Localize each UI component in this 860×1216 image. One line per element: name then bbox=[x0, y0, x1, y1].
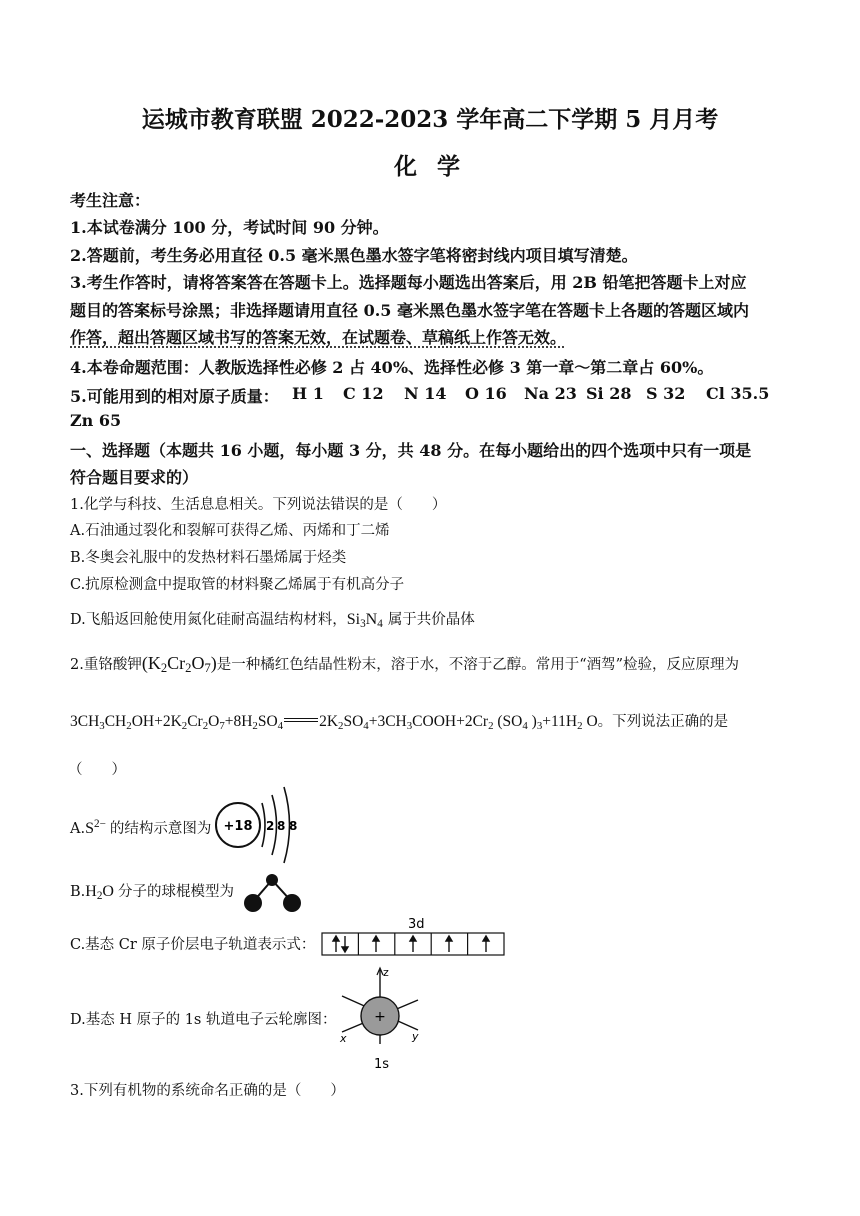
q1-stem: 1.化学与科技、生活息息相关。下列说法错误的是（ ） bbox=[70, 497, 447, 513]
si3n4-formula: $Si_3N_4$ bbox=[346, 611, 383, 630]
q2-option-a-label: A. bbox=[70, 821, 86, 837]
atomic-mass-h: H 1 bbox=[292, 384, 324, 403]
h2o-formula: $H_2O$ bbox=[85, 883, 114, 902]
ion-structure-diagram bbox=[214, 785, 304, 865]
equals-sign bbox=[284, 718, 318, 722]
q2-reaction-equation: $3CH_3CH_2OH+2K_2Cr_2O_7+8H_2SO_4$ $2K_2SO_4+3CH_3COOH+2Cr_2$ ($SO_4$ )$_3+11H_2$ O。下列说法正确的是 bbox=[70, 713, 729, 732]
q1-option-d-tail: 属于共价晶体 bbox=[387, 612, 475, 628]
q2-option-c: C.基态 Cr 原子价层电子轨道表示式： bbox=[70, 937, 316, 953]
atomic-mass-s: S 32 bbox=[646, 384, 686, 403]
atom-large-right bbox=[283, 894, 301, 912]
atomic-mass-n: N 14 bbox=[404, 384, 447, 403]
notice-item-3-line-3: 作答，超出答题区域书写的答案无效，在试题卷、草稿纸上作答无效。 bbox=[70, 328, 567, 347]
notice-item-3-line-1: 3.考生作答时，请将答案答在答题卡上。选择题每小题选出答案后，用 2B 铅笔把答题卡上对应 bbox=[70, 273, 747, 292]
q1-option-d bbox=[70, 608, 475, 630]
q2-stem-tail: 是一种橘红色结晶性粉末，溶于水，不溶于乙醇。常用于“酒驾”检验，反应原理为 bbox=[216, 657, 740, 673]
s2-ion-formula: $S^{2-}$ bbox=[85, 818, 106, 837]
notice-item-5-label: 5.可能用到的相对原子质量： bbox=[70, 387, 279, 406]
y-axis-label: y bbox=[412, 1030, 419, 1043]
q2-stem bbox=[70, 653, 739, 676]
section-1-heading-line-1: 一、选择题（本题共 16 小题，每小题 3 分，共 48 分。在每小题给出的四个选项中只有一项是 bbox=[70, 441, 752, 460]
notice-item-4: 4.本卷命题范围：人教版选择性必修 2 占 40%、选择性必修 3 第一章～第二章占 60%。 bbox=[70, 358, 714, 377]
electron-cloud-diagram bbox=[330, 962, 430, 1077]
notice-item-5 bbox=[70, 384, 279, 407]
atomic-mass-cl: Cl 35.5 bbox=[706, 384, 770, 403]
notice-heading: 考生注意： bbox=[70, 191, 151, 210]
shell-electrons-1: 2 bbox=[266, 819, 275, 833]
orbital-label-3d: 3d bbox=[408, 917, 425, 932]
q2-option-b bbox=[70, 880, 234, 902]
subject-title: 化 学 bbox=[393, 153, 466, 180]
q1-option-c: C.抗原检测盒中提取管的材料聚乙烯属于有机高分子 bbox=[70, 577, 405, 593]
atomic-mass-si: Si 28 bbox=[586, 384, 632, 403]
q2-option-d: D.基态 H 原子的 1s 轨道电子云轮廓图： bbox=[70, 1012, 337, 1028]
q2-paren: （ ） bbox=[68, 762, 126, 778]
q1-option-b: B.冬奥会礼服中的发热材料石墨烯属于烃类 bbox=[70, 550, 347, 566]
q2-option-b-text: 分子的球棍模型为 bbox=[117, 884, 234, 900]
shell-electrons-3: 8 bbox=[289, 819, 298, 833]
cloud-label-1s: 1s bbox=[374, 1057, 390, 1072]
atomic-mass-o: O 16 bbox=[465, 384, 507, 403]
notice-item-1: 1.本试卷满分 100 分，考试时间 90 分钟。 bbox=[70, 218, 389, 237]
shell-arc-1 bbox=[262, 803, 265, 847]
nucleus-charge: +18 bbox=[223, 819, 253, 834]
q2-option-b-label: B. bbox=[70, 884, 86, 900]
nucleus-plus: + bbox=[374, 1009, 386, 1025]
q1-option-d-text: D.飞船返回舱使用氮化硅耐高温结构材料， bbox=[70, 612, 347, 628]
q2-stem-text: 2.重铬酸钾 bbox=[70, 657, 142, 673]
x-axis-label: x bbox=[340, 1032, 347, 1045]
shell-electrons-2: 8 bbox=[277, 819, 286, 833]
section-1-heading-line-2: 符合题目要求的） bbox=[70, 468, 199, 487]
ball-stick-model bbox=[240, 868, 304, 916]
notice-item-5-line-2: Zn 65 bbox=[70, 411, 122, 430]
orbital-arrows bbox=[333, 936, 489, 952]
notice-item-3-line-2: 题目的答案标号涂黑；非选择题请用直径 0.5 毫米黑色墨水签字笔在答题卡上各题的答题区域内 bbox=[70, 301, 749, 320]
q1-option-a: A.石油通过裂化和裂解可获得乙烯、丙烯和丁二烯 bbox=[70, 523, 390, 539]
exam-title: 运城市教育联盟 2022-2023 学年高二下学期 5 月月考 bbox=[141, 106, 719, 133]
notice-item-2: 2.答题前，考生务必用直径 0.5 毫米黑色墨水签字笔将密封线内项目填写清楚。 bbox=[70, 246, 638, 265]
k2cr2o7-formula: $(K_2Cr_2O_7)$ bbox=[141, 653, 217, 675]
orbital-diagram bbox=[318, 912, 508, 960]
atomic-mass-na: Na 23 bbox=[524, 384, 577, 403]
z-axis-label: z bbox=[383, 966, 389, 979]
q3-stem: 3.下列有机物的系统命名正确的是（ ） bbox=[70, 1083, 345, 1099]
atomic-mass-c: C 12 bbox=[343, 384, 384, 403]
atom-small bbox=[266, 874, 278, 886]
q2-option-a bbox=[70, 817, 211, 838]
q2-option-a-text: 的结构示意图为 bbox=[109, 821, 212, 837]
atom-large-left bbox=[244, 894, 262, 912]
q2-equation-tail: 。下列说法正确的是 bbox=[597, 714, 729, 730]
